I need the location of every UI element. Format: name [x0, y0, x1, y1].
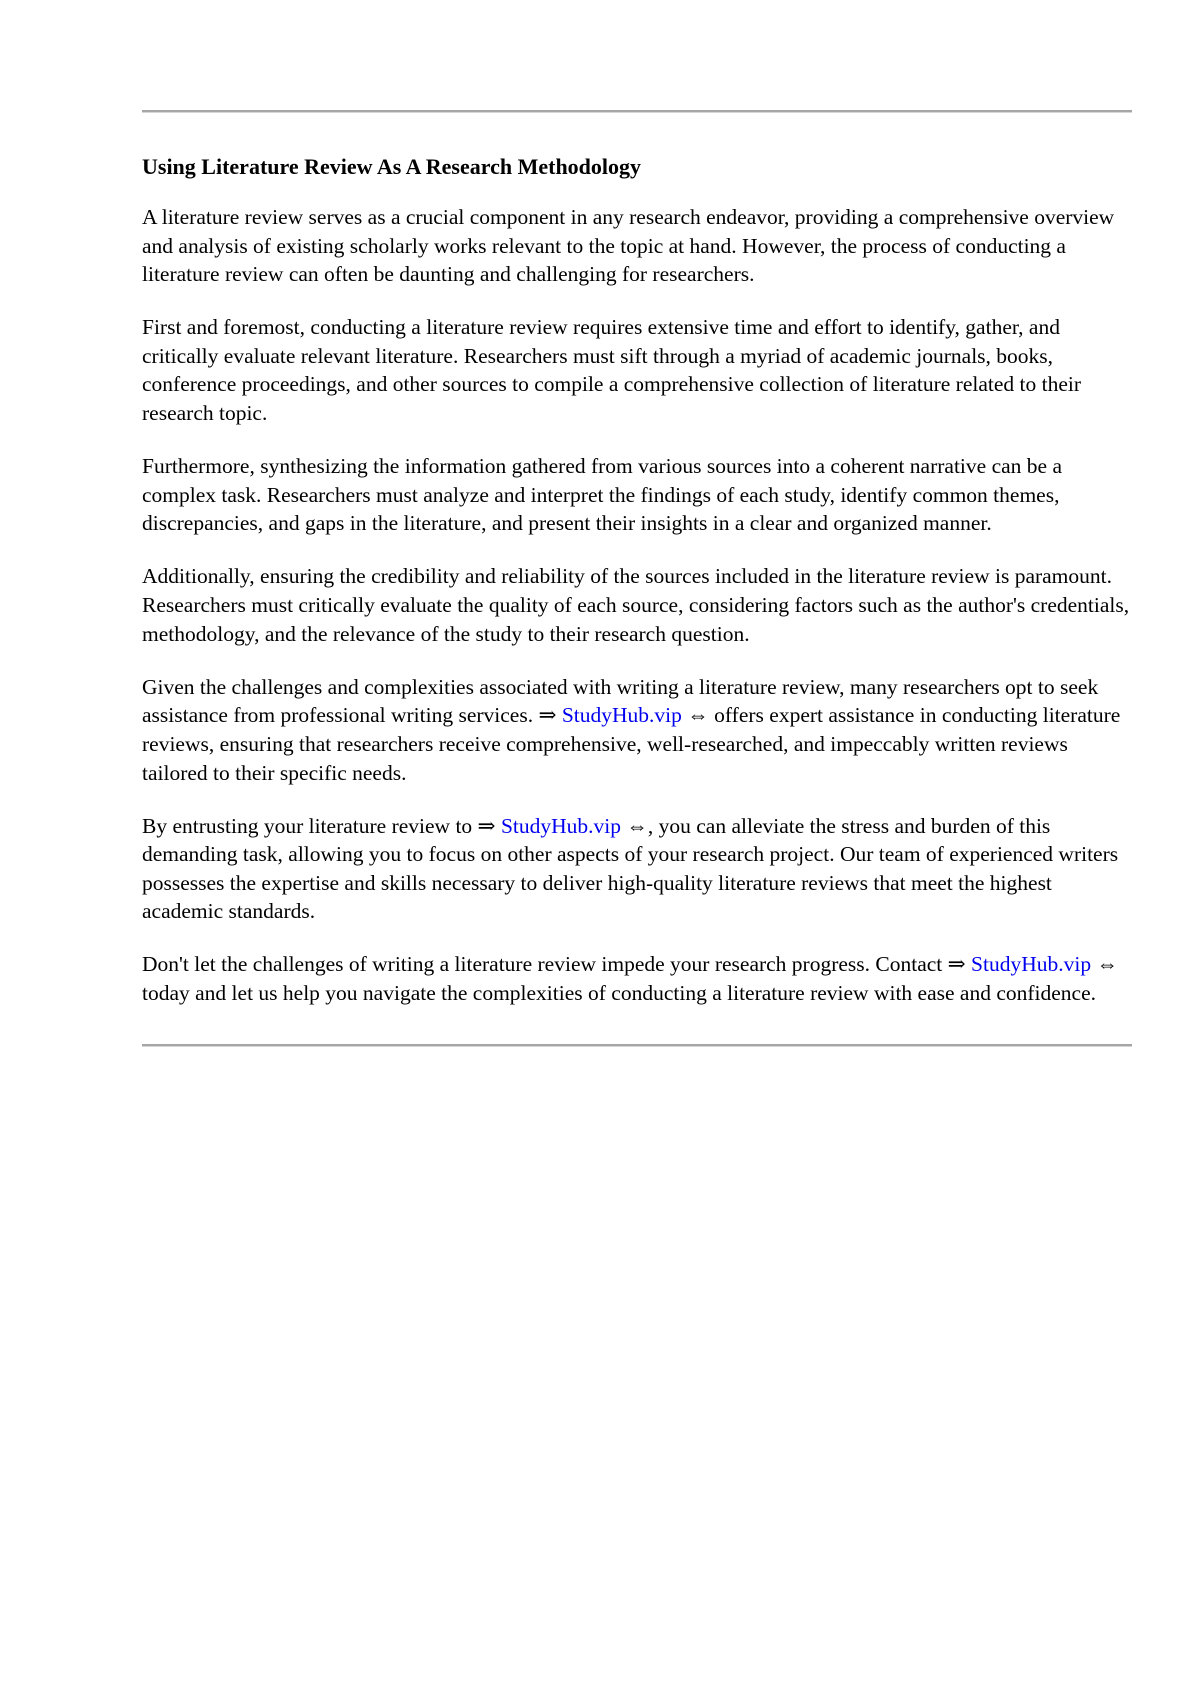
paragraph-entrusting-text-end: ⇔, you can alleviate the stress and burden of this demanding task, allowing you to focus on other aspects of your research project. Our team of experienced writers possesses the expertise and skills necessary to deliver high-quality literature reviews that meet the highest academic standards. [142, 813, 1119, 924]
paragraph-entrusting-text-start: By entrusting your literature review to ⇒ [142, 813, 501, 838]
paragraph-intro: A literature review serves as a crucial component in any research endeavor, providing a comprehensive overview and analysis of existing scholarly works relevant to the topic at hand. However, the process of conducting a literature review can often be daunting and challenging for researchers. [142, 205, 1115, 287]
paragraph-credibility: Additionally, ensuring the credibility and reliability of the sources included in the literature review is paramount. Researchers must critically evaluate the quality of each source, considering factors such as the author's credentials, methodology, and the relevance of the study to their research question. [142, 564, 1130, 646]
document-title: Using Literature Review As A Research Methodology [142, 154, 642, 179]
studyhub-link[interactable]: StudyHub.vip [971, 952, 1092, 977]
paragraph-assistance [142, 673, 1132, 787]
studyhub-link[interactable]: StudyHub.vip [561, 703, 682, 728]
paragraph-entrusting [142, 812, 1132, 926]
studyhub-link[interactable]: StudyHub.vip [500, 813, 622, 838]
bottom-divider [142, 1044, 1132, 1047]
paragraph-effort: First and foremost, conducting a literature review requires extensive time and effort to identify, gather, and critically evaluate relevant literature. Researchers must sift through a myriad of academic journals, books, conference proceedings, and other sources to compile a comprehensive collection of literature related to their research topic. [142, 315, 1082, 426]
paragraph-contact-text-end: ⇔ today and let us help you navigate the complexities of conducting a literature review with ease and confidence. [142, 952, 1118, 1006]
paragraph-contact-text-start: Don't let the challenges of writing a literature review impede your research progress. Contact ⇒ [142, 952, 972, 977]
paragraph-contact [142, 950, 1132, 1007]
paragraph-assistance-text-end: ⇔ offers expert assistance in conducting literature reviews, ensuring that researchers receive comprehensive, well-researched, and impeccably written reviews tailored to their specific needs. [142, 703, 1121, 785]
paragraph-synthesis: Furthermore, synthesizing the information gathered from various sources into a coherent narrative can be a complex task. Researchers must analyze and interpret the findings of each study, identify common themes, discrepancies, and gaps in the literature, and present their insights in a clear and organized manner. [142, 454, 1062, 536]
paragraph-assistance-text-start: Given the challenges and complexities associated with writing a literature review, many researchers opt to seek assistance from professional writing services. ⇒ [142, 674, 1099, 728]
top-divider [142, 110, 1132, 113]
document-page [142, 110, 1132, 1047]
